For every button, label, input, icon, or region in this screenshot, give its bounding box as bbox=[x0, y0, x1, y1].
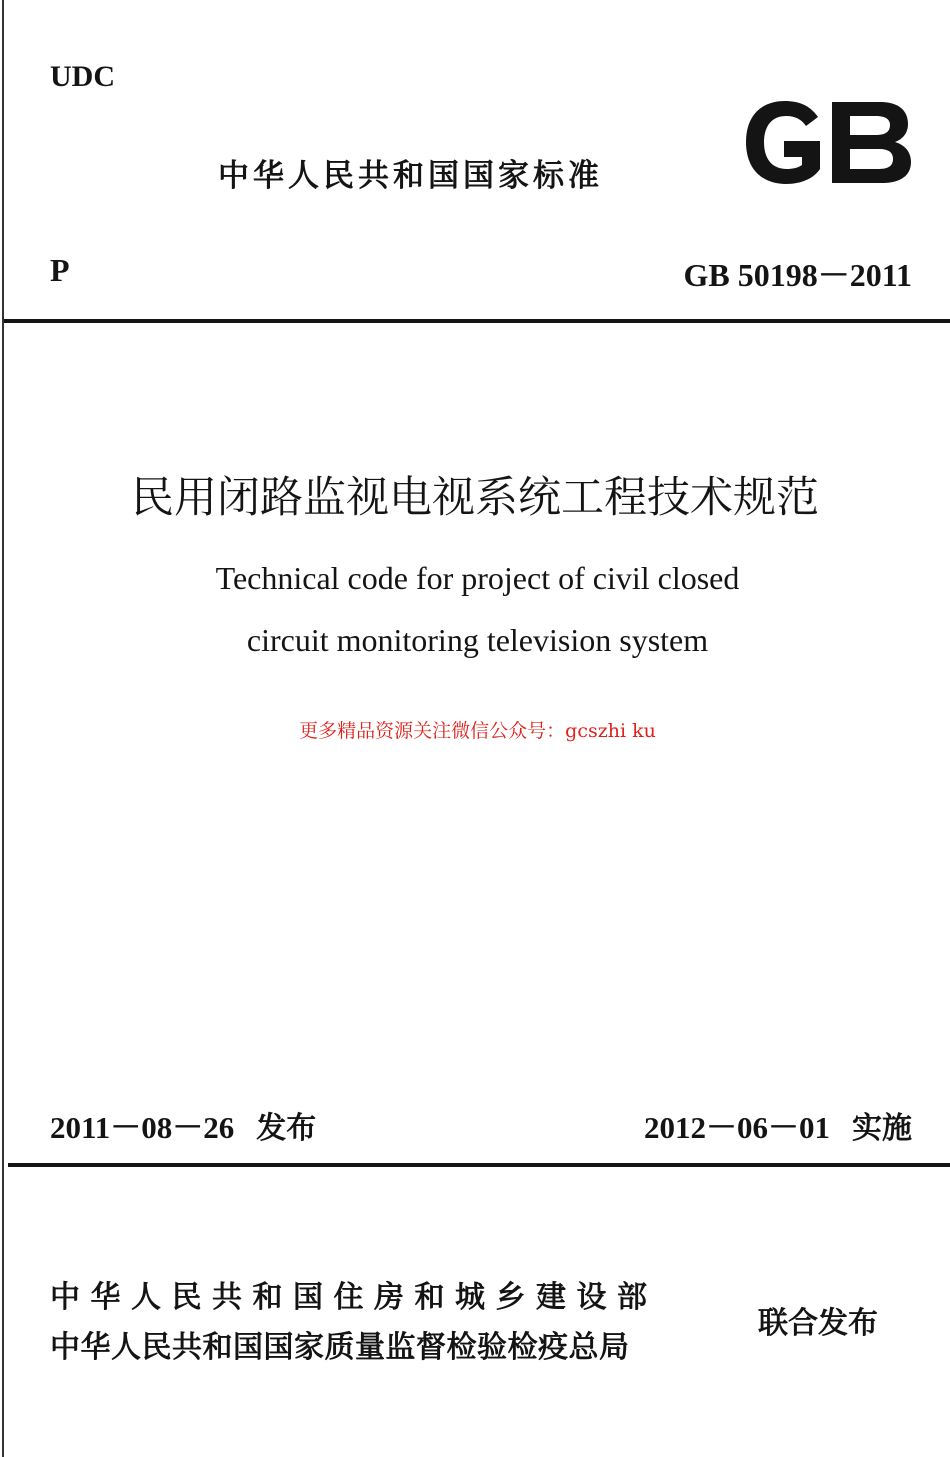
top-divider bbox=[4, 319, 950, 323]
implementation-date-line bbox=[644, 1102, 912, 1147]
title-english-line-2: circuit monitoring television system bbox=[246, 622, 709, 658]
category-code: P bbox=[50, 252, 70, 288]
watermark-notice: 更多精品资源关注微信公众号：gcszhi ku bbox=[299, 720, 656, 742]
issue-date: 2011－08－26 bbox=[50, 1110, 235, 1145]
title-english-line-1: Technical code for project of civil closed bbox=[215, 560, 740, 596]
gb-logo-g bbox=[746, 101, 820, 184]
standard-number: GB 50198－2011 bbox=[683, 257, 912, 293]
issue-label: 发布 bbox=[256, 1111, 317, 1146]
udc-label: UDC bbox=[50, 60, 115, 93]
issue-date-line bbox=[50, 1102, 316, 1147]
title-chinese: 民用闭路监视电视系统工程技术规范 bbox=[131, 473, 819, 523]
implementation-label: 实施 bbox=[852, 1111, 912, 1146]
joint-issue-label: 联合发布 bbox=[758, 1306, 878, 1341]
national-standard-heading: 中华人民共和国国家标准 bbox=[218, 158, 603, 194]
gb-logo-b bbox=[832, 102, 911, 183]
issuer-ministry-housing: 中华人民共和国住房和城乡建设部 bbox=[50, 1280, 658, 1315]
gb-logo bbox=[740, 95, 915, 190]
bottom-divider bbox=[8, 1163, 950, 1167]
issuer-quality-supervision: 中华人民共和国国家质量监督检验检疫总局 bbox=[50, 1330, 630, 1365]
implementation-date: 2012－06－01 bbox=[644, 1110, 830, 1145]
